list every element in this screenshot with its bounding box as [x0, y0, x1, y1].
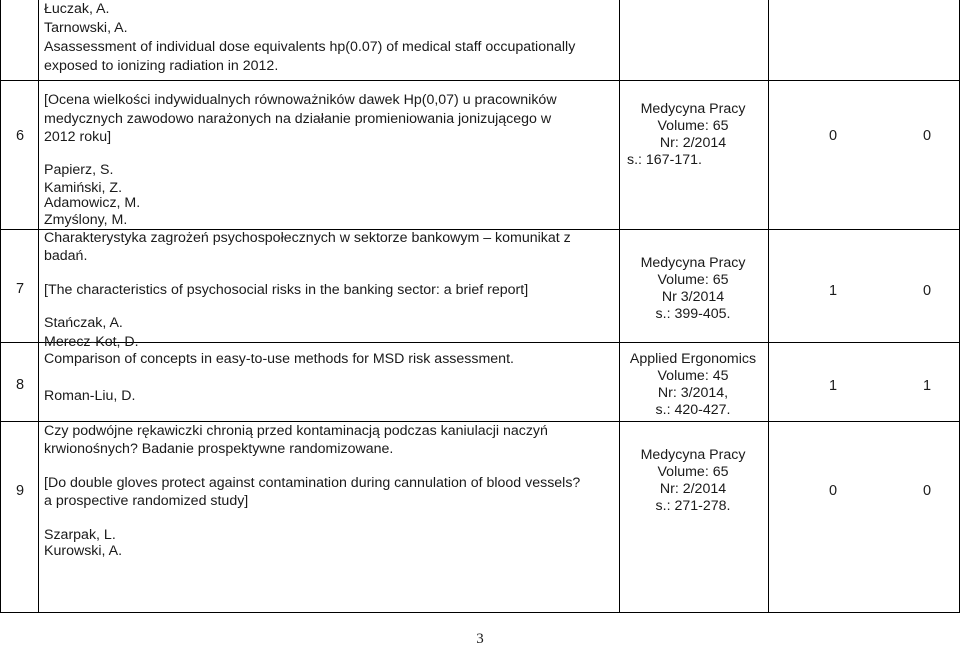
number-column-divider	[38, 0, 39, 613]
journal-name: Applied Ergonomics	[629, 351, 757, 367]
author: Tarnowski, A.	[44, 20, 128, 36]
citation-column-divider	[768, 0, 769, 613]
stat-value-2: 0	[923, 128, 932, 144]
row-divider	[0, 342, 960, 343]
article-title: Czy podwójne rękawiczki chronią przed kontaminacją podczas kaniulacji naczyń	[44, 423, 548, 439]
article-title-translation: [Do double gloves protect against contamination during cannulation of blood vessels?	[44, 475, 581, 491]
journal-name: Medycyna Pracy	[640, 255, 746, 271]
journal-name: Medycyna Pracy	[640, 447, 746, 463]
title-column-divider	[619, 0, 620, 613]
row-divider	[0, 421, 960, 422]
citation	[626, 351, 760, 419]
article-title-translation: medycznych zawodowo narażonych na działanie promieniowania jonizującego w	[44, 111, 552, 127]
issue: Nr: 2/2014	[659, 135, 727, 151]
volume: Volume: 45	[657, 368, 729, 384]
article-title: exposed to ionizing radiation in 2012.	[44, 58, 279, 74]
citation	[626, 101, 760, 169]
citation	[626, 447, 760, 515]
author: Stańczak, A.	[44, 315, 123, 331]
article-title-translation: [The characteristics of psychosocial risks in the banking sector: a brief report]	[44, 282, 529, 298]
volume: Volume: 65	[657, 118, 729, 134]
author: Szarpak, L.	[44, 527, 116, 543]
table-bottom-border	[0, 612, 960, 613]
pages: s.: 399-405.	[655, 306, 731, 322]
issue: Nr: 3/2014,	[657, 385, 729, 401]
article-title-translation: [Ocena wielkości indywidualnych równoważników dawek Hp(0,07) u pracowników	[44, 92, 557, 108]
article-title: Charakterystyka zagrożeń psychospołecznych w sektorze bankowym – komunikat z	[44, 230, 571, 246]
author: Adamowicz, M.	[44, 195, 141, 211]
stat-value-1: 1	[829, 378, 838, 394]
author: Roman-Liu, D.	[44, 388, 136, 404]
page-number: 3	[476, 631, 484, 647]
author: Merecz-Kot, D.	[44, 334, 139, 350]
article-title-translation: 2012 roku]	[44, 129, 112, 145]
journal-name: Medycyna Pracy	[640, 101, 746, 117]
stat-value-2: 0	[923, 483, 932, 499]
author: Kurowski, A.	[44, 543, 123, 559]
pages: s.: 271-278.	[655, 498, 731, 514]
stat-value-1: 1	[829, 283, 838, 299]
stat-value-1: 0	[829, 128, 838, 144]
article-title-translation: a prospective randomized study]	[44, 493, 249, 509]
row-number: 9	[15, 483, 25, 499]
citation	[626, 255, 760, 323]
row-divider	[0, 80, 960, 81]
pages: s.: 420-427.	[655, 402, 731, 418]
issue: Nr 3/2014	[661, 289, 725, 305]
author: Papierz, S.	[44, 162, 114, 178]
author: Zmyślony, M.	[44, 212, 128, 228]
volume: Volume: 65	[657, 272, 729, 288]
issue: Nr: 2/2014	[659, 481, 727, 497]
stat-value-2: 0	[923, 283, 932, 299]
row-number: 6	[15, 128, 25, 144]
row-number: 8	[15, 377, 25, 393]
stat-value-2: 1	[923, 378, 932, 394]
row-number: 7	[15, 281, 25, 297]
pages: s.: 167-171.	[627, 152, 702, 168]
article-title: Asassessment of individual dose equivalents hp(0.07) of medical staff occupationally	[44, 39, 576, 55]
table-left-border	[0, 0, 1, 613]
volume: Volume: 65	[657, 464, 729, 480]
author: Kamiński, Z.	[44, 180, 123, 196]
article-title: Comparison of concepts in easy-to-use methods for MSD risk assessment.	[44, 351, 514, 367]
article-title: badań.	[44, 248, 88, 264]
article-title: krwionośnych? Badanie prospektywne randomizowane.	[44, 441, 394, 457]
author: Łuczak, A.	[44, 1, 110, 17]
stat-value-1: 0	[829, 483, 838, 499]
